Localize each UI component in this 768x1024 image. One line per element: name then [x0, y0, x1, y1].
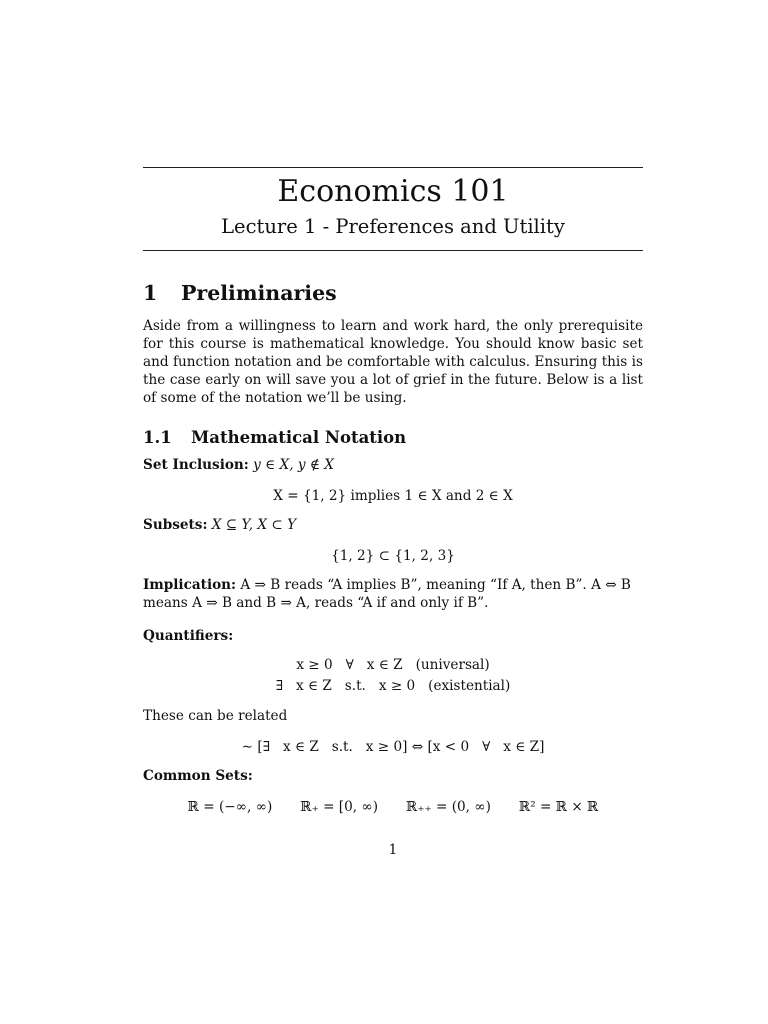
subsets-line — [143, 516, 643, 534]
common-set-nonnegative: ℝ₊ = [0, ∞) — [300, 799, 379, 815]
implication-text-2: means A ⇒ B and B ⇒ A, reads “A if and only if B”. — [143, 595, 489, 611]
implication-label: Implication: — [143, 577, 237, 593]
common-sets-label: Common Sets: — [143, 768, 253, 784]
quantifier-universal: x ≥ 0 ∀ x ∈ Z (universal) — [296, 657, 490, 673]
common-set-plane: ℝ² = ℝ × ℝ — [518, 799, 599, 815]
section-title: Preliminaries — [181, 281, 337, 305]
document-title: Economics 101 — [277, 174, 509, 209]
page-number: 1 — [388, 842, 398, 858]
document-subtitle: Lecture 1 - Preferences and Utility — [221, 215, 565, 238]
set-inclusion-label: Set Inclusion: — [143, 457, 249, 473]
quantifiers-label: Quantifiers: — [143, 628, 234, 644]
quantifier-existential: ∃ x ∈ Z s.t. x ≥ 0 (existential) — [275, 678, 511, 694]
subsets-notation: X ⊆ Y, X ⊂ Y — [211, 517, 297, 533]
subsets-example: {1, 2} ⊂ {1, 2, 3} — [331, 548, 455, 564]
quantifier-relation: ∼ [∃ x ∈ Z s.t. x ≥ 0] ⇔ [x < 0 ∀ x ∈ Z] — [241, 739, 545, 755]
subsection-number: 1.1 — [143, 428, 172, 447]
subsection-heading — [143, 427, 406, 449]
implication-text-1: A ⇒ B reads “A implies B”, meaning “If A, then B”. A ⇔ B — [240, 577, 631, 593]
subsets-label: Subsets: — [143, 517, 208, 533]
implication-line-1 — [143, 576, 643, 594]
set-inclusion-line — [143, 456, 643, 474]
title-top-rule — [143, 167, 643, 168]
quantifiers-related-text: These can be related — [143, 708, 288, 724]
common-sets-row — [143, 798, 643, 816]
set-inclusion-example: X = {1, 2} implies 1 ∈ X and 2 ∈ X — [273, 488, 513, 504]
intro-paragraph: Aside from a willingness to learn and work hard, the only prerequisite for this course is mathematical knowledge. You should know basic set and function notation and be comfortable with calculus. Ensuring this is the case early on will save you a lot of grief in the future. Below is a list of some of the notation we’ll be using. — [143, 318, 643, 406]
section-number: 1 — [143, 281, 158, 305]
common-set-positive: ℝ₊₊ = (0, ∞) — [406, 799, 491, 815]
section-heading — [143, 280, 337, 306]
title-bottom-rule — [143, 250, 643, 251]
set-inclusion-notation: y ∈ X, y ∉ X — [253, 457, 334, 473]
common-set-reals: ℝ = (−∞, ∞) — [187, 799, 273, 815]
subsection-title: Mathematical Notation — [191, 428, 407, 447]
